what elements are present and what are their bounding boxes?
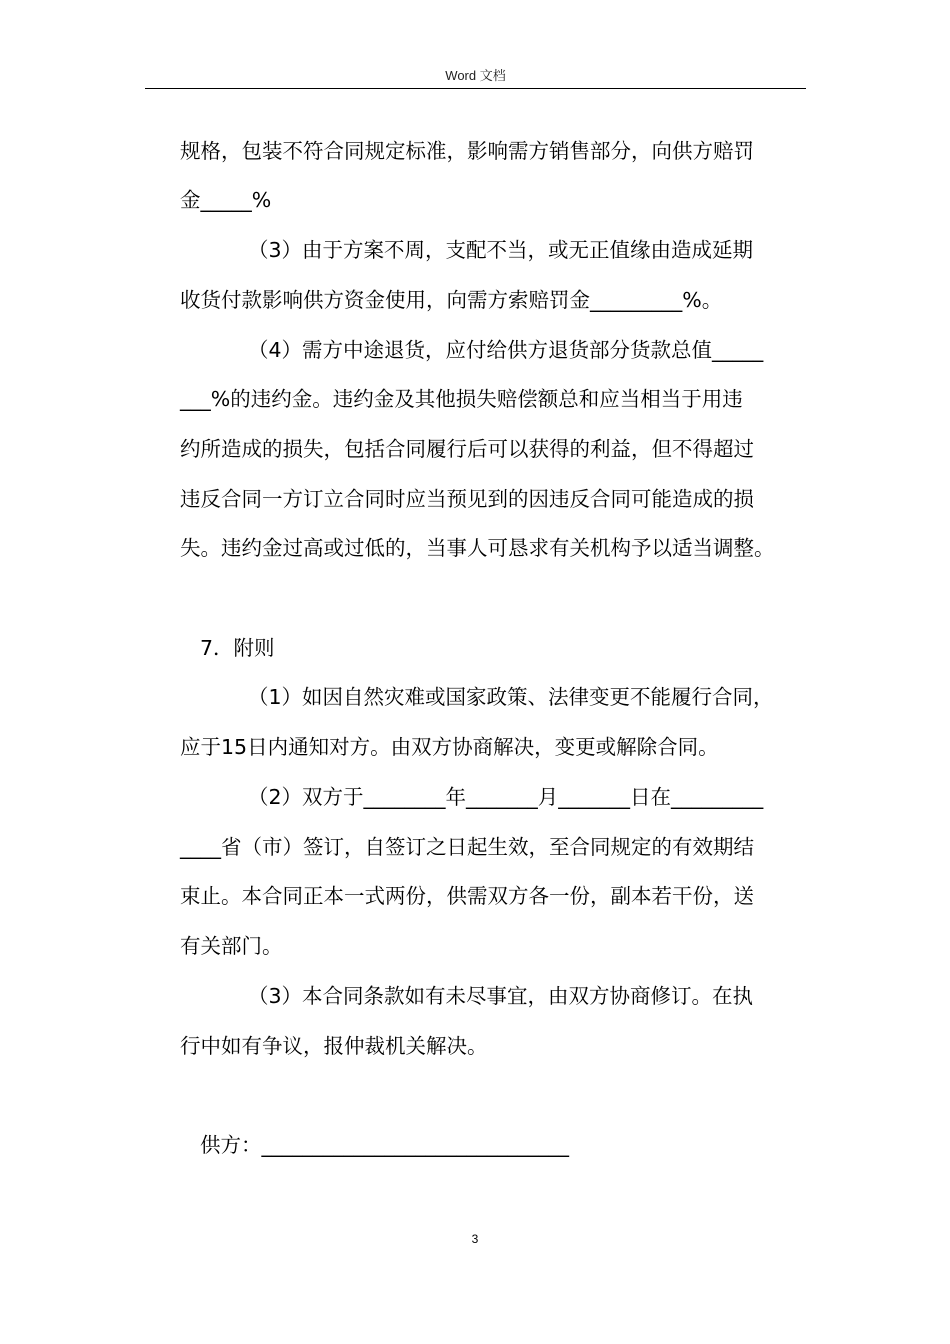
header-rule xyxy=(145,88,806,89)
page-number: 3 xyxy=(471,1232,479,1246)
section-heading: 7．附则 xyxy=(200,636,275,660)
body-line: ____省（市）签订，自签订之日起生效，至合同规定的有效期结 xyxy=(180,835,754,859)
body-line: 失。违约金过高或过低的，当事人可恳求有关机构予以适当调整。 xyxy=(180,536,775,560)
body-line: 规格，包装不符合同规定标准，影响需方销售部分，向供方赔罚 xyxy=(180,139,754,163)
body-line: 收货付款影响供方资金使用，向需方索赔罚金_________%。 xyxy=(180,288,723,312)
body-line: 应于15日内通知对方。由双方协商解决，变更或解除合同。 xyxy=(180,735,719,759)
clause-3-line: （3）由于方案不周，支配不当，或无正值缘由造成延期 xyxy=(248,238,754,262)
body-line: 约所造成的损失，包括合同履行后可以获得的利益，但不得超过 xyxy=(180,437,754,461)
body-line: 金_____% xyxy=(180,188,272,212)
page-header: Word 文档 xyxy=(445,68,506,83)
body-line: 有关部门。 xyxy=(180,934,283,958)
body-line: 违反合同一方订立合同时应当预见到的因违反合同可能造成的损 xyxy=(180,487,754,511)
clause-4-line: （4）需方中途退货，应付给供方退货部分货款总值_____ xyxy=(248,338,764,362)
supplier-signature-line: 供方：______________________________ xyxy=(200,1133,569,1157)
body-line: 束止。本合同正本一式两份，供需双方各一份，副本若干份，送 xyxy=(180,884,754,908)
clause-1-line: （1）如因自然灾难或国家政策、法律变更不能履行合同， xyxy=(248,685,774,709)
body-line: ___%的违约金。违约金及其他损失赔偿额总和应当相当于用违 xyxy=(180,387,743,411)
clause-3b-line: （3）本合同条款如有未尽事宜，由双方协商修订。在执 xyxy=(248,984,754,1008)
body-line: 行中如有争议，报仲裁机关解决。 xyxy=(180,1034,488,1058)
clause-2-line: （2）双方于________年_______月_______日在_________ xyxy=(248,785,764,809)
